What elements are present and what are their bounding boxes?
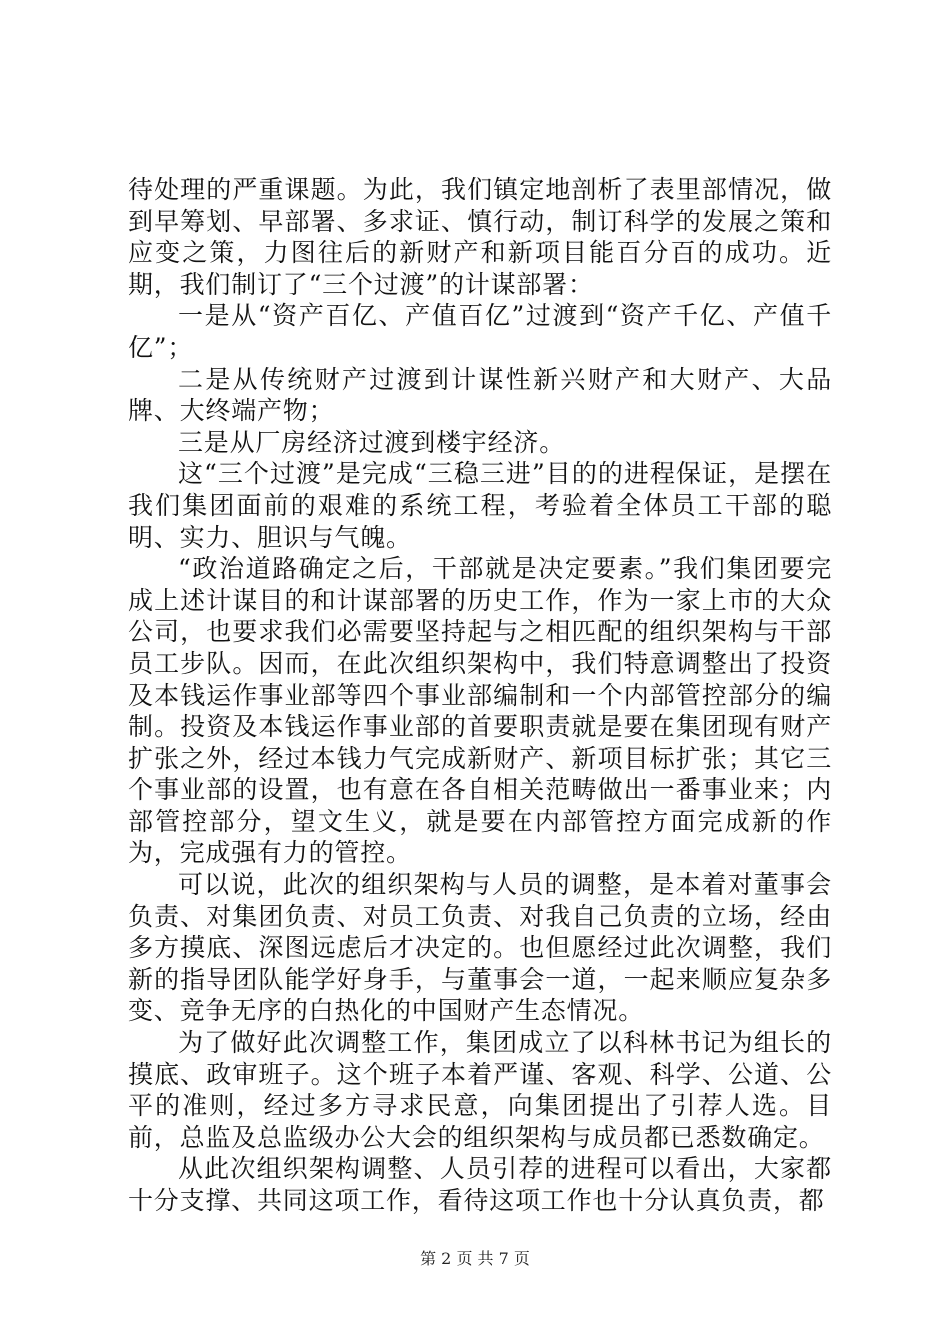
paragraph-adjustment: 可以说，此次的组织架构与人员的调整，是本着对董事会负责、对集团负责、对员工负责、对我自己负责的立场，经由多方摸底、深图远虑后才决定的。也但愿经过此次调整，我们新的指导团队能学好身手，与董事会一道，一起来顺应复杂多变、竞争无序的白热化的中国财产生态情况。: [128, 870, 832, 1026]
paragraph-transition-two: 二是从传统财产过渡到计谋性新兴财产和大财产、大品牌、大终端产物；: [128, 364, 832, 426]
document-body: [128, 174, 832, 1217]
paragraph-review-team: 为了做好此次调整工作，集团成立了以科林书记为组长的摸底、政审班子。这个班子本着严谨、客观、科学、公道、公平的准则，经过多方寻求民意，向集团提出了引荐人选。目前，总监及总监级办公大会的组织架构与成员都已悉数确定。: [128, 1028, 832, 1152]
paragraph-organization: “政治道路确定之后，干部就是决定要素。”我们集团要完成上述计谋目的和计谋部署的历史工作，作为一家上市的大众公司，也要求我们必需要坚持起与之相匹配的组织架构与干部员工步队。因而，在此次组织架构中，我们特意调整出了投资及本钱运作事业部等四个事业部编制和一个内部管控部分的编制。投资及本钱运作事业部的首要职责就是要在集团现有财产扩张之外，经过本钱力气完成新财产、新项目标扩张；其它三个事业部的设置，也有意在各自相关范畴做出一番事业来；内部管控部分，望文生义，就是要在内部管控方面完成新的作为，完成强有力的管控。: [128, 554, 832, 868]
page-number-footer: 第 2 页 共 7 页: [420, 1249, 530, 1268]
paragraph-guarantee: 这“三个过渡”是完成“三稳三进”目的的进程保证，是摆在我们集团面前的艰难的系统工程，考验着全体员工干部的聪明、实力、胆识与气魄。: [128, 459, 832, 552]
paragraph-transition-three: 三是从厂房经济过渡到楼宇经济。: [178, 427, 566, 457]
paragraph-transition-one: 一是从“资产百亿、产值百亿”过渡到“资产千亿、产值千亿”；: [128, 301, 832, 362]
paragraph-support: 从此次组织架构调整、人员引荐的进程可以看出，大家都十分支撑、共同这项工作，看待这项工作也十分认真负责，都: [128, 1154, 832, 1215]
paragraph-continued: 待处理的严重课题。为此，我们镇定地剖析了表里部情况，做到早筹划、早部署、多求证、慎行动，制订科学的发展之策和应变之策，力图往后的新财产和新项目能百分百的成功。近期，我们制订了“三个过渡”的计谋部署：: [128, 175, 832, 299]
